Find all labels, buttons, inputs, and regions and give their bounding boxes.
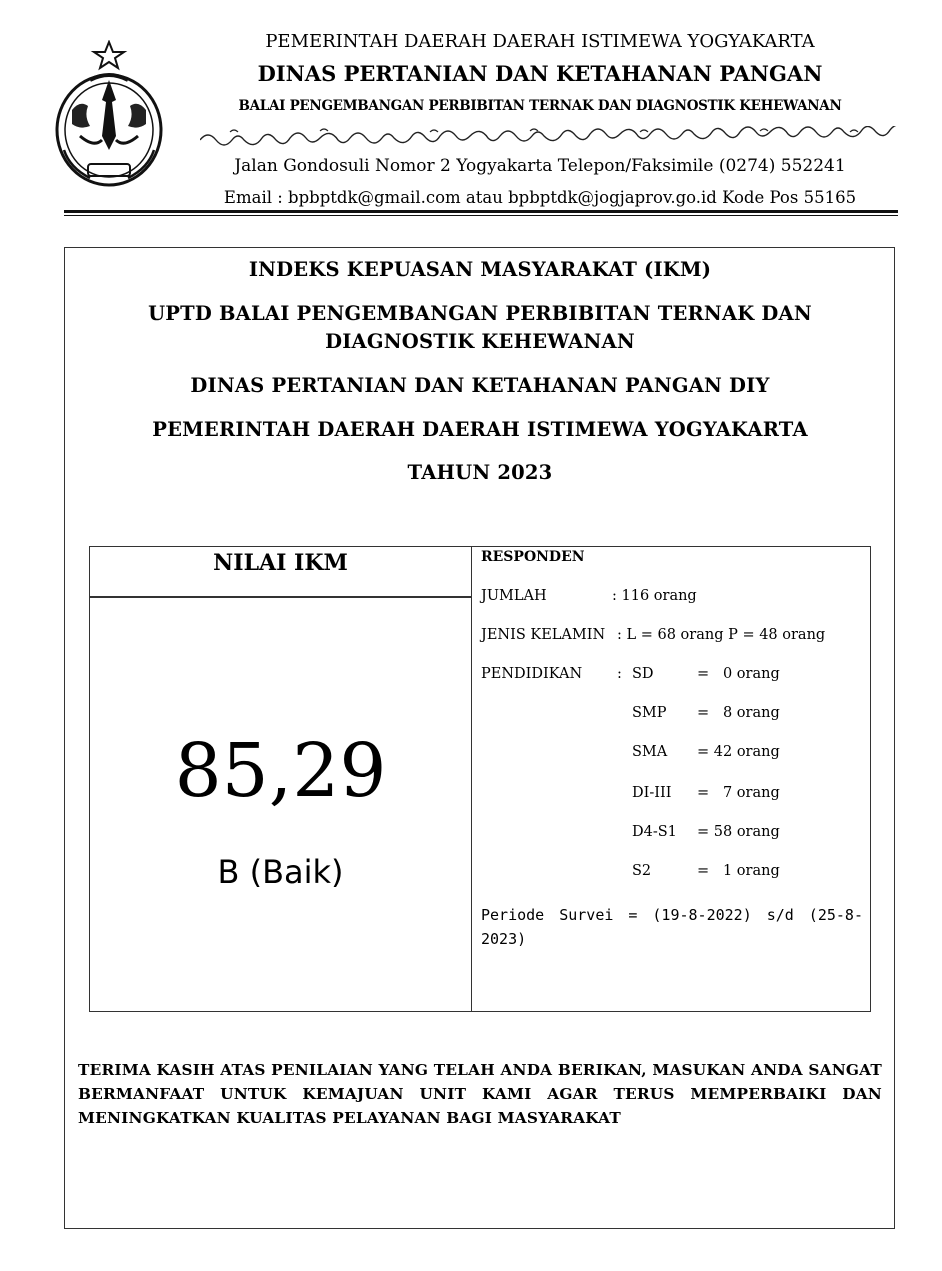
pendidikan-colon: : xyxy=(617,666,622,682)
kop-line-2: DINAS PERTANIAN DAN KETAHANAN PANGAN xyxy=(257,61,823,86)
pendidikan-level: SD xyxy=(632,666,654,682)
pemda-name: PEMERINTAH DAERAH DAERAH ISTIMEWA YOGYAKARTA xyxy=(152,418,808,441)
pendidikan-value: = 58 orang xyxy=(697,824,780,840)
kop-line-3: BALAI PENGEMBANGAN PERBIBITAN TERNAK DAN DIAGNOSTIK KEHEWANAN xyxy=(238,98,842,114)
kop-divider-thick xyxy=(64,210,898,213)
ikm-score: 85,29 xyxy=(174,728,387,814)
responden-header: RESPONDEN xyxy=(481,549,585,565)
kop-line-1: PEMERINTAH DAERAH DAERAH ISTIMEWA YOGYAKARTA xyxy=(265,31,815,52)
jenis-kelamin-label: JENIS KELAMIN xyxy=(481,627,606,643)
kop-address: Jalan Gondosuli Nomor 2 Yogyakarta Telepon/Faksimile (0274) 552241 xyxy=(234,156,846,176)
nilai-header: NILAI IKM xyxy=(213,550,348,576)
periode-survei: Periode Survei = (19-8-2022) s/d (25-8-2023) xyxy=(481,906,863,948)
kop-email: Email : bpbptdk@gmail.com atau bpbptdk@jogjaprov.go.id Kode Pos 55165 xyxy=(223,188,857,207)
nilai-header-divider xyxy=(89,596,472,598)
pendidikan-label: PENDIDIKAN xyxy=(481,666,583,682)
thank-you-message: TERIMA KASIH ATAS PENILAIAN YANG TELAH ANDA BERIKAN, MASUKAN ANDA SANGAT BERMANFAAT UNTUK KEMAJUAN UNIT KAMI AGAR TERUS MEMPERBAIKI DAN MENINGKATKAN KUALITAS PELAYANAN BAGI MASYARAKAT xyxy=(78,1061,882,1127)
ikm-grade: B (Baik) xyxy=(217,853,344,891)
jumlah-value: : 116 orang xyxy=(612,588,697,604)
page-title: INDEKS KEPUASAN MASYARAKAT (IKM) xyxy=(248,258,712,281)
year-label: TAHUN 2023 xyxy=(407,461,553,484)
jumlah-label: JUMLAH xyxy=(481,588,547,604)
pendidikan-level: SMP xyxy=(632,705,667,721)
unit-name-line-1: UPTD BALAI PENGEMBANGAN PERBIBITAN TERNAK DAN xyxy=(148,302,812,325)
pendidikan-level: S2 xyxy=(632,863,652,879)
pendidikan-level: SMA xyxy=(632,744,668,760)
pendidikan-value: = 0 orang xyxy=(697,666,780,682)
javanese-script-line-icon xyxy=(200,126,900,150)
pendidikan-level: D4-S1 xyxy=(632,824,677,840)
pendidikan-value: = 8 orang xyxy=(697,705,780,721)
pendidikan-value: = 7 orang xyxy=(697,785,780,801)
pendidikan-level: DI-III xyxy=(632,785,672,801)
unit-name-line-2: DIAGNOSTIK KEHEWANAN xyxy=(325,330,635,353)
kop-divider-thin xyxy=(64,215,898,216)
emblem-yogyakarta-icon xyxy=(50,40,168,190)
dinas-name: DINAS PERTANIAN DAN KETAHANAN PANGAN DIY xyxy=(190,374,770,397)
pendidikan-value: = 1 orang xyxy=(697,863,780,879)
jenis-kelamin-value: : L = 68 orang P = 48 orang xyxy=(617,627,826,643)
pendidikan-value: = 42 orang xyxy=(697,744,780,760)
